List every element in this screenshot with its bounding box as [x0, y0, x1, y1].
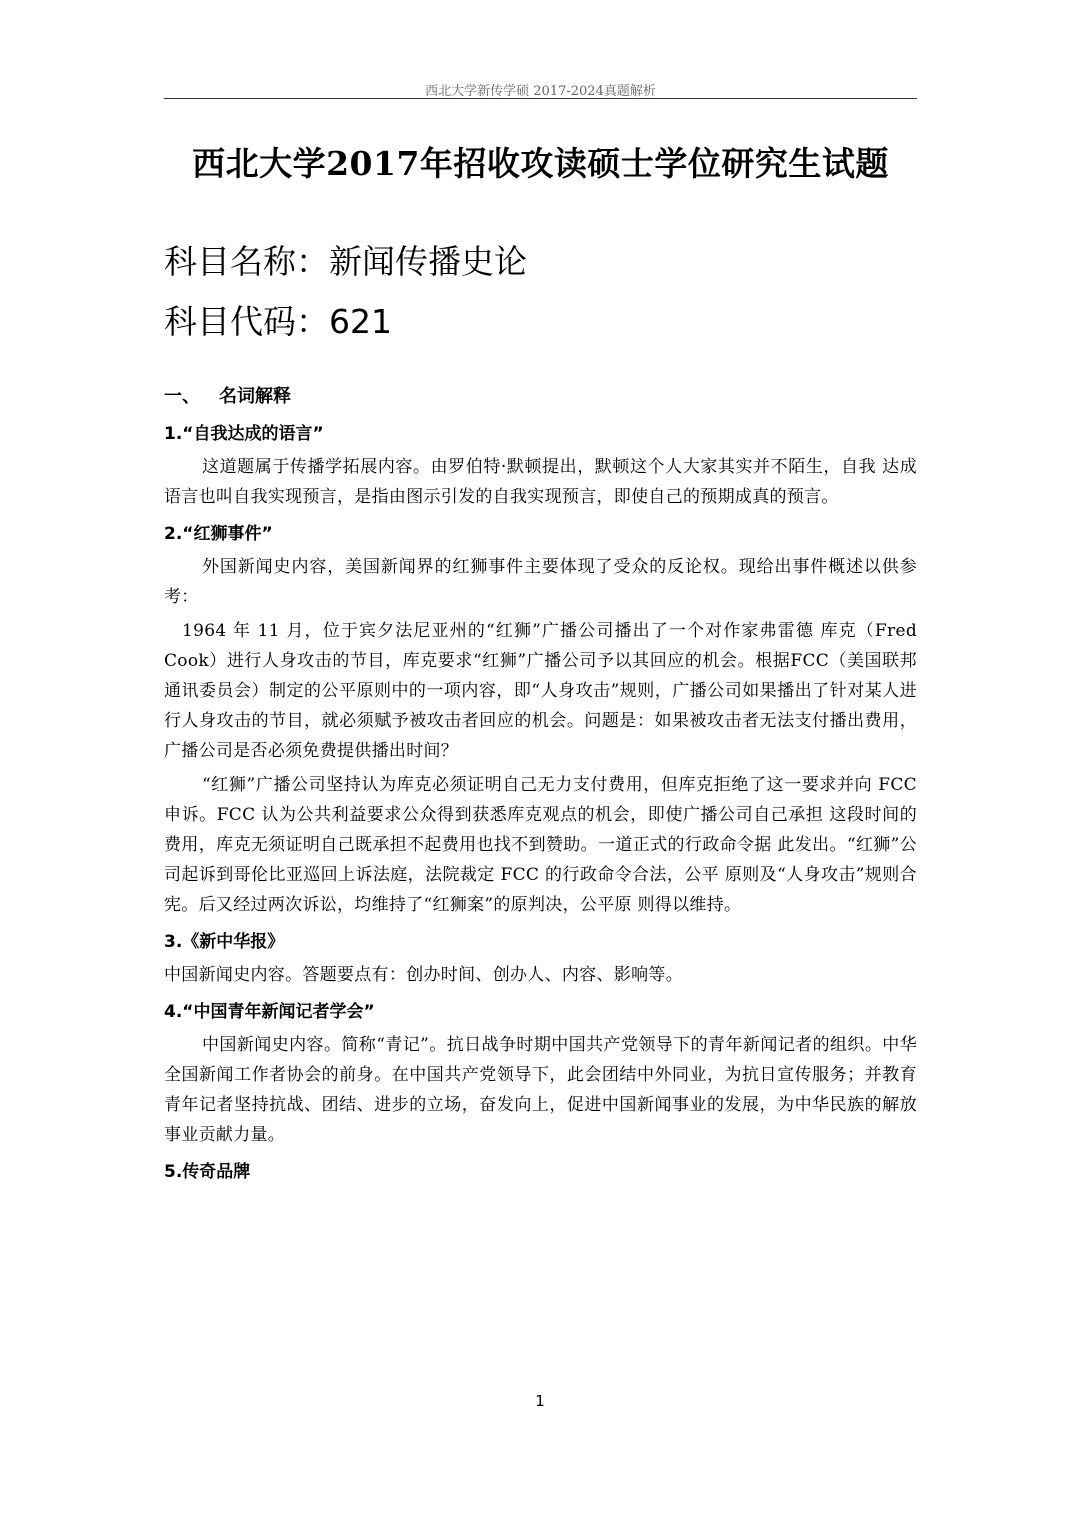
section-title: 名词解释 [219, 386, 291, 407]
item-heading-3: 3.《新中华报》 [164, 932, 285, 952]
running-header: 西北大学新传学硕 2017-2024真题解析 [425, 84, 656, 99]
subject-code: 科目代码：621 [164, 302, 392, 341]
page-number: 1 [535, 1392, 545, 1410]
section-number: 一、 [164, 386, 200, 407]
item-4-paragraph: 中国新闻史内容。简称“青记”。抗日战争时期中国共产党领导下的青年新闻记者的组织。中华全国新闻工作者协会的前身。在中国共产党领导下，此会团结中外同业，为抗日宣传服务；并教育青年记者坚持抗战、团结、进步的立场，奋发向上，促进中国新闻事业的发展，为中华民族的解放事业贡献力量。 [164, 1035, 917, 1145]
item-heading-1: 1.“自我达成的语言” [164, 424, 324, 444]
item-3-paragraph: 中国新闻史内容。答题要点有：创办时间、创办人、内容、影响等。 [164, 965, 683, 985]
item-heading-4: 4.“中国青年新闻记者学会” [164, 1002, 375, 1022]
item-2-paragraph-intro: 外国新闻史内容，美国新闻界的红狮事件主要体现了受众的反论权。现给出事件概述以供参考： [164, 557, 917, 607]
item-heading-5: 5.传奇品牌 [164, 1162, 251, 1182]
item-2-paragraph-outcome: “红狮”广播公司坚持认为库克必须证明自己无力支付费用，但库克拒绝了这一要求并向 FCC 申诉。FCC 认为公共利益要求公众得到获悉库克观点的机会，即使广播公司自己承担 这段时间的费用，库克无须证明自己既承担不起费用也找不到赞助。一道正式的行政命令据 此发出。“红狮”公司起诉到哥伦比亚巡回上诉法庭，法院裁定 FCC 的行政命令合法，公平 原则及“人身攻击”规则合宪。后又经过两次诉讼，均维持了“红狮案”的原判决，公平原 则得以维持。 [164, 775, 917, 915]
header-divider [164, 98, 917, 99]
section-heading [164, 382, 917, 416]
item-2-paragraph-event: 1964 年 11 月，位于宾夕法尼亚州的“红狮”广播公司播出了一个对作家弗雷德 库克（Fred Cook）进行人身攻击的节目，库克要求“红狮”广播公司予以其回应的机会。根据FCC（美国联邦通讯委员会）制定的公平原则中的一项内容，即“人身攻击”规则，广播公司如果播出了针对某人进行人身攻击的节目，就必须赋予被攻击者回应的机会。问题是：如果被攻击者无法支付播出费用，广播公司是否必须免费提供播出时间？ [164, 621, 917, 761]
document-body [164, 382, 917, 1190]
item-heading-2: 2.“红狮事件” [164, 524, 273, 544]
item-1-paragraph: 这道题属于传播学拓展内容。由罗伯特·默顿提出，默顿这个人大家其实并不陌生，自我 达成语言也叫自我实现预言，是指由图示引发的自我实现预言，即使自己的预期成真的预言。 [164, 457, 917, 507]
exam-title: 西北大学2017年招收攻读硕士学位研究生试题 [192, 144, 889, 183]
subject-name: 科目名称：新闻传播史论 [164, 242, 527, 281]
